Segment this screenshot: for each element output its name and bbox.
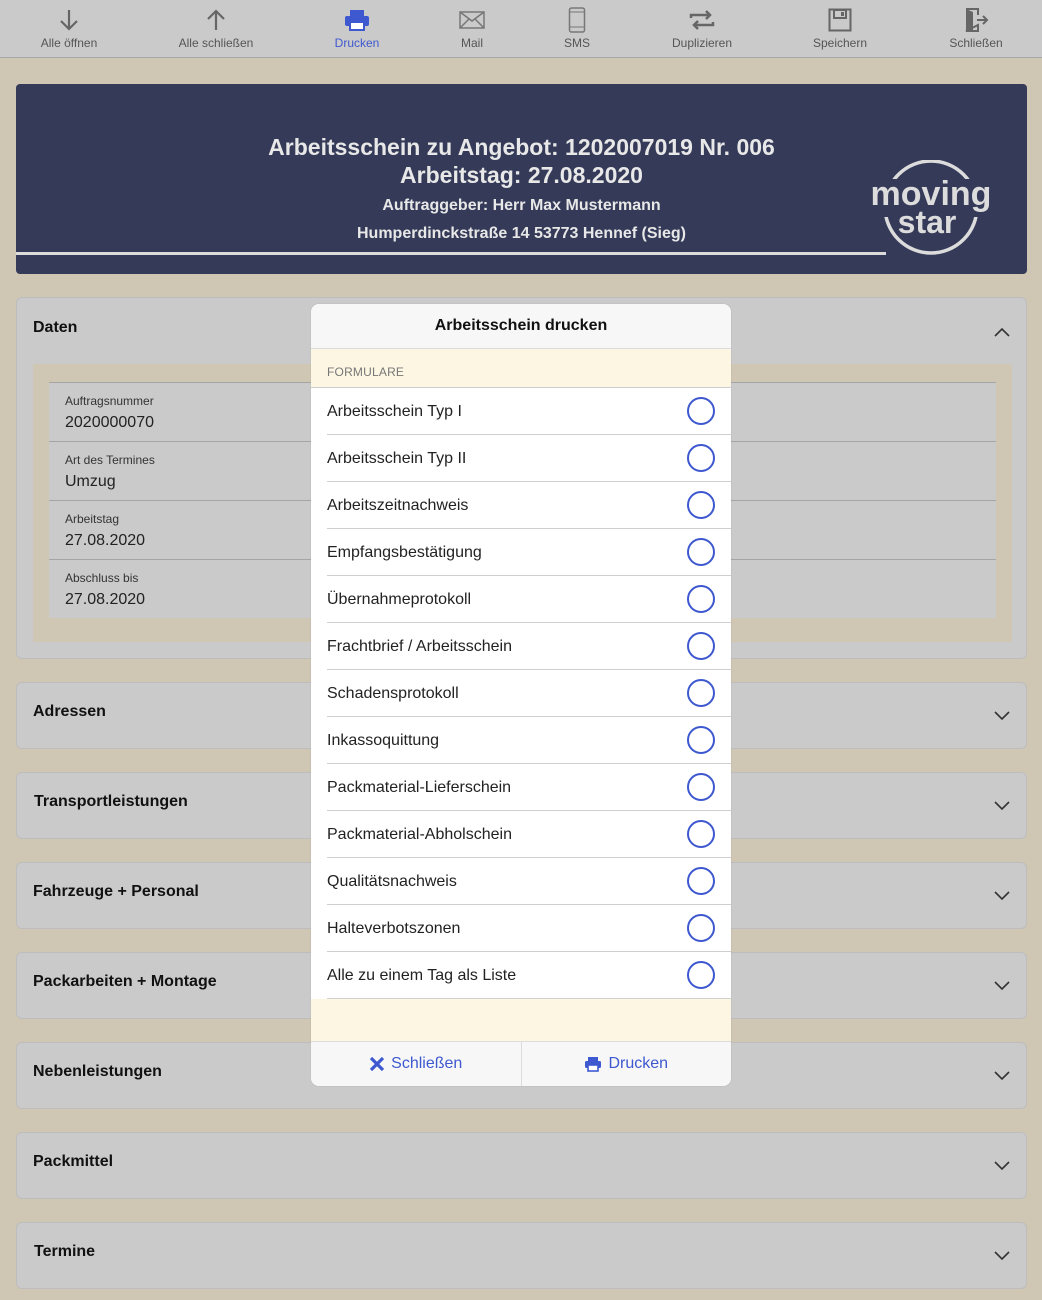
open-all-button[interactable]	[38, 0, 100, 58]
section-packmittel[interactable]	[16, 1132, 1027, 1199]
option-arbeitsschein-typ-2[interactable]	[311, 435, 731, 482]
chevron-down-icon	[994, 1071, 1010, 1081]
section-title: Adressen	[33, 703, 106, 720]
option-arbeitszeitnachweis[interactable]	[311, 482, 731, 529]
option-label: Arbeitsschein Typ II	[327, 450, 467, 467]
dialog-title: Arbeitsschein drucken	[311, 304, 731, 349]
section-daten-title[interactable]: Daten	[33, 319, 78, 336]
option-arbeitsschein-typ-1[interactable]	[311, 388, 731, 435]
chevron-down-icon	[994, 1251, 1010, 1261]
exit-label: Schließen	[949, 36, 1003, 50]
section-title: Nebenleistungen	[33, 1063, 162, 1080]
close-icon	[369, 1056, 385, 1072]
option-label: Halteverbotszonen	[327, 920, 461, 937]
radio-button[interactable]	[687, 961, 715, 989]
save-icon	[828, 7, 852, 33]
option-label: Qualitätsnachweis	[327, 873, 457, 890]
option-alle-als-liste[interactable]	[311, 952, 731, 999]
section-title: Packmittel	[33, 1153, 114, 1170]
field-label: Arbeitstag	[65, 512, 120, 526]
option-label: Frachtbrief / Arbeitsschein	[327, 638, 512, 655]
mail-icon	[459, 7, 485, 33]
duplicate-label: Duplizieren	[671, 36, 733, 50]
option-frachtbrief[interactable]	[311, 623, 731, 670]
option-halteverbotszonen[interactable]	[311, 905, 731, 952]
duplicate-button[interactable]	[668, 0, 736, 58]
section-title: Fahrzeuge + Personal	[33, 883, 199, 900]
dialog-footer	[311, 1041, 731, 1086]
radio-button[interactable]	[687, 867, 715, 895]
dialog-close-label: Schließen	[391, 1055, 463, 1072]
section-termine[interactable]	[16, 1222, 1027, 1289]
print-button[interactable]	[332, 0, 382, 58]
field-label: Auftragsnummer	[65, 394, 154, 408]
header-rule	[16, 252, 886, 255]
option-label: Alle zu einem Tag als Liste	[327, 967, 517, 984]
option-label: Packmaterial-Abholschein	[327, 826, 512, 843]
field-label: Abschluss bis	[65, 571, 139, 585]
dialog-close-button[interactable]	[311, 1042, 521, 1086]
save-button[interactable]	[810, 0, 870, 58]
field-value: 27.08.2020	[65, 591, 146, 608]
dialog-print-button[interactable]	[521, 1042, 732, 1086]
radio-button[interactable]	[687, 820, 715, 848]
option-uebernahmeprotokoll[interactable]	[311, 576, 731, 623]
option-empfangsbestaetigung[interactable]	[311, 529, 731, 576]
radio-button[interactable]	[687, 397, 715, 425]
sms-button[interactable]	[557, 0, 597, 58]
save-label: Speichern	[812, 36, 868, 50]
radio-button[interactable]	[687, 491, 715, 519]
header-banner	[16, 84, 1027, 274]
close-all-button[interactable]	[176, 0, 256, 58]
field-value: 2020000070	[65, 414, 154, 431]
group-label-formulare: FORMULARE	[327, 365, 405, 379]
section-title: Termine	[34, 1243, 96, 1260]
field-label: Art des Termines	[65, 453, 155, 467]
radio-button[interactable]	[687, 632, 715, 660]
option-label: Schadensprotokoll	[327, 685, 459, 702]
option-inkassoquittung[interactable]	[311, 717, 731, 764]
movingstar-logo	[861, 160, 1001, 260]
option-qualitaetsnachweis[interactable]	[311, 858, 731, 905]
chevron-down-icon	[994, 981, 1010, 991]
open-all-label: Alle öffnen	[40, 36, 98, 50]
option-packmaterial-abholschein[interactable]	[311, 811, 731, 858]
option-label: Inkassoquittung	[327, 732, 440, 749]
printer-icon	[344, 7, 370, 33]
field-value: Umzug	[65, 473, 116, 490]
section-title: Transportleistungen	[34, 793, 188, 810]
radio-button[interactable]	[687, 444, 715, 472]
chevron-down-icon	[994, 711, 1010, 721]
option-label: Übernahmeprotokoll	[327, 591, 472, 608]
print-dialog	[311, 304, 731, 1086]
header-title: Arbeitsschein zu Angebot: 1202007019 Nr. 006	[268, 134, 775, 160]
svg-text:star: star	[897, 204, 957, 240]
arrow-up-icon	[205, 7, 227, 33]
print-label: Drucken	[334, 36, 380, 50]
option-label: Arbeitsschein Typ I	[327, 403, 462, 420]
section-title: Packarbeiten + Montage	[33, 973, 217, 990]
svg-text:moving: moving	[870, 175, 992, 213]
option-packmaterial-lieferschein[interactable]	[311, 764, 731, 811]
printer-icon	[584, 1056, 602, 1072]
chevron-up-icon[interactable]	[994, 327, 1010, 337]
radio-button[interactable]	[687, 679, 715, 707]
header-client: Auftraggeber: Herr Max Mustermann	[382, 197, 661, 214]
phone-icon	[568, 7, 586, 33]
exit-button[interactable]	[946, 0, 1006, 58]
radio-button[interactable]	[687, 773, 715, 801]
header-workday: Arbeitstag: 27.08.2020	[400, 162, 643, 188]
close-all-label: Alle schließen	[178, 36, 254, 50]
header-address: Humperdinckstraße 14 53773 Hennef (Sieg)	[356, 225, 686, 242]
field-value: 27.08.2020	[65, 532, 146, 549]
radio-button[interactable]	[687, 914, 715, 942]
form-options-list	[311, 387, 731, 999]
radio-button[interactable]	[687, 585, 715, 613]
option-label: Packmaterial-Lieferschein	[327, 779, 512, 796]
chevron-down-icon	[994, 891, 1010, 901]
option-label: Empfangsbestätigung	[327, 544, 482, 561]
arrow-down-icon	[58, 7, 80, 33]
radio-button[interactable]	[687, 538, 715, 566]
mail-button[interactable]	[452, 0, 492, 58]
radio-button[interactable]	[687, 726, 715, 754]
option-schadensprotokoll[interactable]	[311, 670, 731, 717]
mail-label: Mail	[460, 36, 483, 50]
dialog-print-label: Drucken	[608, 1055, 669, 1072]
toolbar	[0, 0, 1042, 58]
chevron-down-icon	[994, 1161, 1010, 1171]
repeat-icon	[688, 7, 716, 33]
option-label: Arbeitszeitnachweis	[327, 497, 469, 514]
sms-label: SMS	[563, 36, 590, 50]
chevron-down-icon	[994, 801, 1010, 811]
exit-icon	[963, 7, 989, 33]
